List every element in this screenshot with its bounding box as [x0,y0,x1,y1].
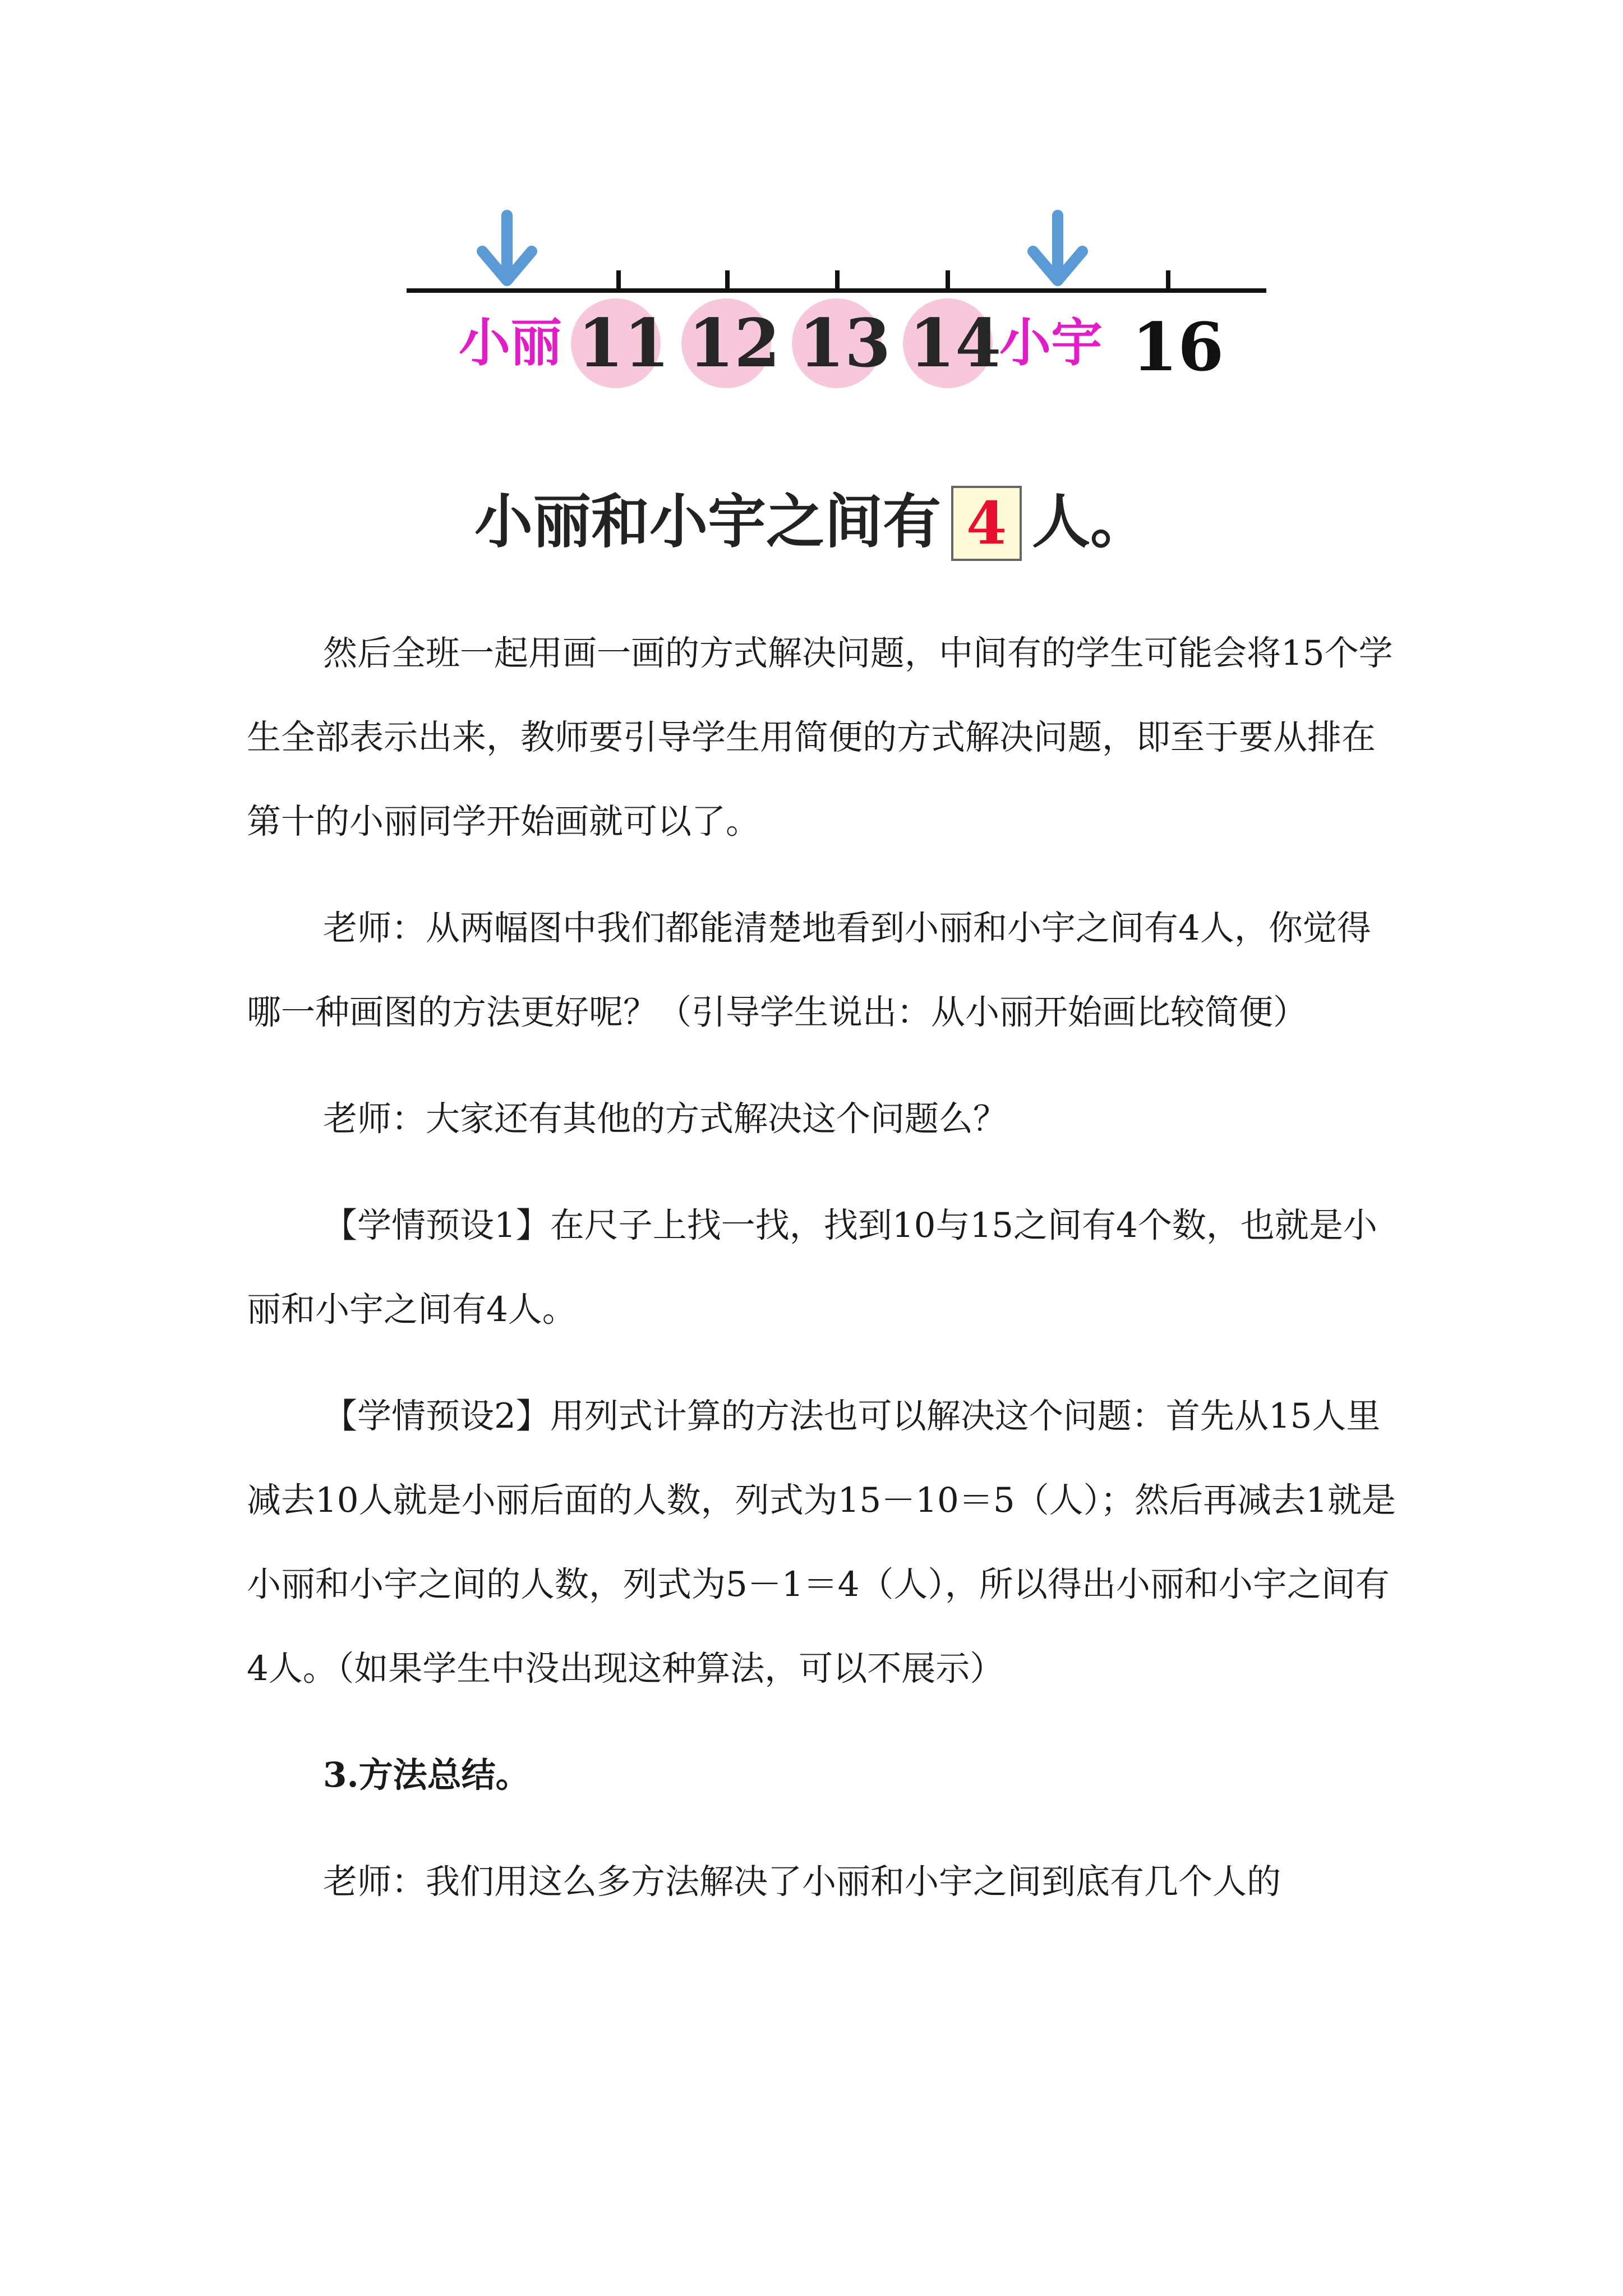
paragraph: 老师：我们用这么多方法解决了小丽和小宇之间到底有几个人的 [323,1862,1281,1902]
paragraph: 老师：从两幅图中我们都能清楚地看到小丽和小宇之间有4人，你觉得哪一种画图的方法更好呢？（引导学生说出：从小丽开始画比较简便） [247,908,1371,1032]
label-xiaoli: 小丽 [459,312,562,373]
paragraph: 然后全班一起用画一画的方式解决问题，中间有的学生可能会将15个学生全部表示出来，教师要引导学生用简便的方式解决问题，即至于要从排在第十的小丽同学开始画就可以了。 [247,633,1393,841]
paragraph: 【学情预设1】在尺子上找一找，找到10与15之间有4个数，也就是小丽和小宇之间有4人。 [247,1205,1377,1329]
number-16: 16 [1132,308,1224,386]
paragraph: 【学情预设2】用列式计算的方法也可以解决这个问题：首先从15人里减去10人就是小丽后面的人数，列式为15－10＝5（人）；然后再减去1就是小丽和小宇之间的人数，列式为5－1＝4（人），所以得出小丽和小宇之间有4人。（如果学生中没出现这种算法，可以不展示） [247,1396,1396,1688]
caption-before: 小丽和小宇之间有 [474,487,941,556]
number-14: 14 [909,304,1002,382]
caption-after: 人。 [1032,487,1149,556]
number-line-figure [0,0,1623,426]
number-13: 13 [799,304,891,382]
body-text [247,611,1402,1947]
label-xiaoyu: 小宇 [999,312,1103,373]
paragraph: 老师：大家还有其他的方式解决这个问题么？ [323,1099,1008,1139]
down-arrow-icon [482,215,532,280]
answer-box: 4 [951,486,1022,561]
number-11: 11 [578,304,670,382]
down-arrow-icon [1033,215,1082,280]
section-heading: 3.方法总结。 [323,1755,530,1795]
figure-caption [0,482,1623,564]
number-12: 12 [688,304,781,382]
